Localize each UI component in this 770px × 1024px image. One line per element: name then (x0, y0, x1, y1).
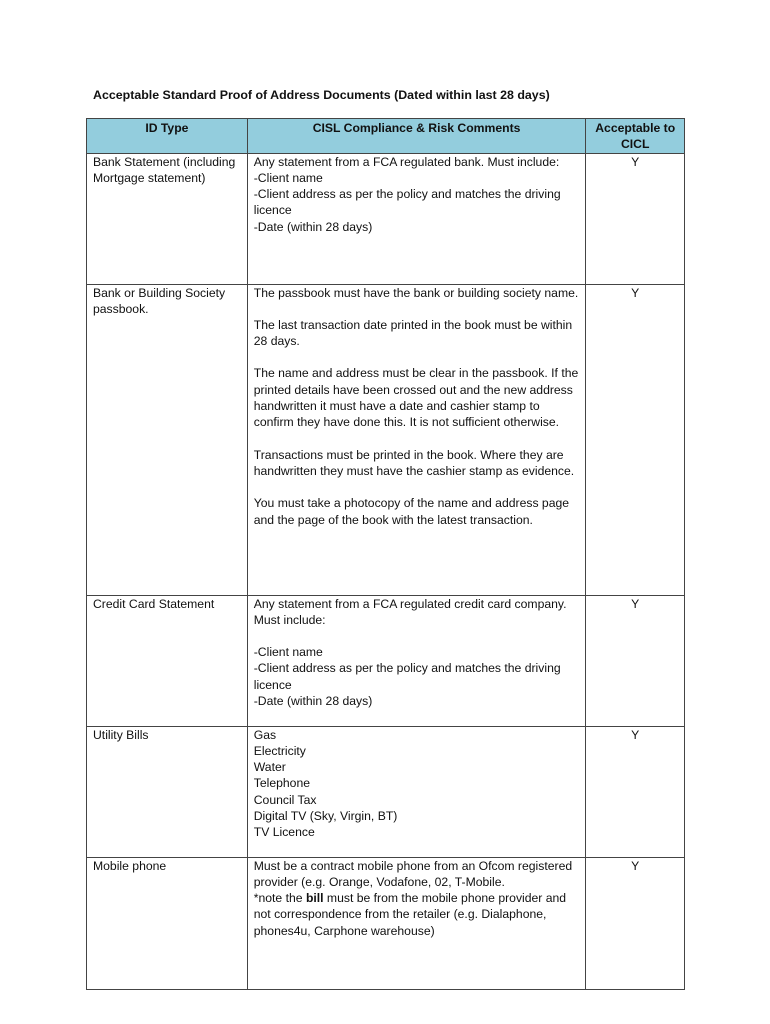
comment-line: -Client address as per the policy and matches the driving licence (253, 187, 561, 218)
comment-line: Any statement from a FCA regulated bank. Must include: (253, 154, 560, 169)
note-text: must be from the mobile phone provider and not correspondence from the retailer (e.g. Dialaphone, phones4u, Carphone warehouse) (253, 891, 567, 938)
comment-line: Any statement from a FCA regulated credit card company. Must include: (253, 596, 567, 627)
comment-paragraph (254, 317, 580, 350)
comment-note (254, 890, 580, 939)
comment-paragraph (254, 447, 580, 480)
comment-paragraph (254, 154, 580, 235)
comment-line: Council Tax (253, 792, 317, 807)
comment-line: The name and address must be clear in the passbook. If the printed details have been crossed out and the new address handwritten it must have a date and cashier stamp to confirm they have done this. It is not sufficient otherwise. (253, 366, 579, 430)
table-row (87, 284, 685, 595)
comment-paragraph (254, 644, 580, 709)
note-text: *note the (253, 891, 306, 906)
cell-comments (247, 284, 586, 595)
comment-line: Digital TV (Sky, Virgin, BT) (253, 809, 398, 824)
header-acceptable: Acceptable to CICL (586, 119, 685, 154)
cell-id-type: Credit Card Statement (87, 595, 248, 726)
comment-line: You must take a photocopy of the name and address page and the page of the book with the latest transaction. (253, 496, 570, 527)
comment-line: Water (253, 760, 286, 775)
comment-paragraph (254, 285, 580, 301)
comment-line: The last transaction date printed in the book must be within 28 days. (253, 317, 573, 349)
cell-comments (247, 153, 586, 284)
comment-line: Electricity (253, 743, 306, 758)
cell-id-type: Bank Statement (including Mortgage statement) (87, 153, 248, 284)
cell-comments (247, 726, 586, 857)
comment-line: Transactions must be printed in the book. Where they are handwritten they must have the cashier stamp as evidence. (253, 447, 575, 478)
note-emphasis: bill (305, 891, 324, 906)
comment-line: -Client address as per the policy and matches the driving licence (253, 661, 561, 692)
cell-id-type: Utility Bills (87, 726, 248, 857)
table-row (87, 857, 685, 989)
comment-line: Must be a contract mobile phone from an Ofcom registered provider (e.g. Orange, Vodafone, 02, T-Mobile. (253, 858, 573, 889)
comment-paragraph (254, 727, 580, 841)
table-row (87, 153, 685, 284)
comment-line: TV Licence (253, 825, 315, 840)
comment-line: The passbook must have the bank or building society name. (253, 285, 579, 300)
comment-line: Gas (253, 727, 277, 742)
comment-paragraph (254, 365, 580, 430)
cell-comments (247, 595, 586, 726)
cell-comments (247, 857, 586, 989)
header-id-type: ID Type (87, 119, 248, 154)
comment-paragraph (254, 495, 580, 528)
cell-acceptable: Y (586, 595, 685, 726)
proof-of-address-table (86, 118, 685, 990)
cell-acceptable: Y (586, 857, 685, 989)
comment-line: -Date (within 28 days) (253, 219, 373, 234)
cell-acceptable: Y (586, 153, 685, 284)
cell-acceptable: Y (586, 726, 685, 857)
table-row (87, 595, 685, 726)
cell-id-type: Bank or Building Society passbook. (87, 284, 248, 595)
comment-paragraph (254, 596, 580, 629)
cell-id-type: Mobile phone (87, 857, 248, 989)
comment-line: Telephone (253, 776, 310, 791)
table-row (87, 726, 685, 857)
header-comments: CISL Compliance & Risk Comments (247, 119, 586, 154)
comment-line: -Client name (253, 170, 323, 185)
comment-line: -Client name (253, 645, 323, 660)
table-header-row (87, 119, 685, 154)
comment-line: -Date (within 28 days) (253, 694, 373, 709)
cell-acceptable: Y (586, 284, 685, 595)
document-title: Acceptable Standard Proof of Address Documents (Dated within last 28 days) (93, 88, 550, 102)
